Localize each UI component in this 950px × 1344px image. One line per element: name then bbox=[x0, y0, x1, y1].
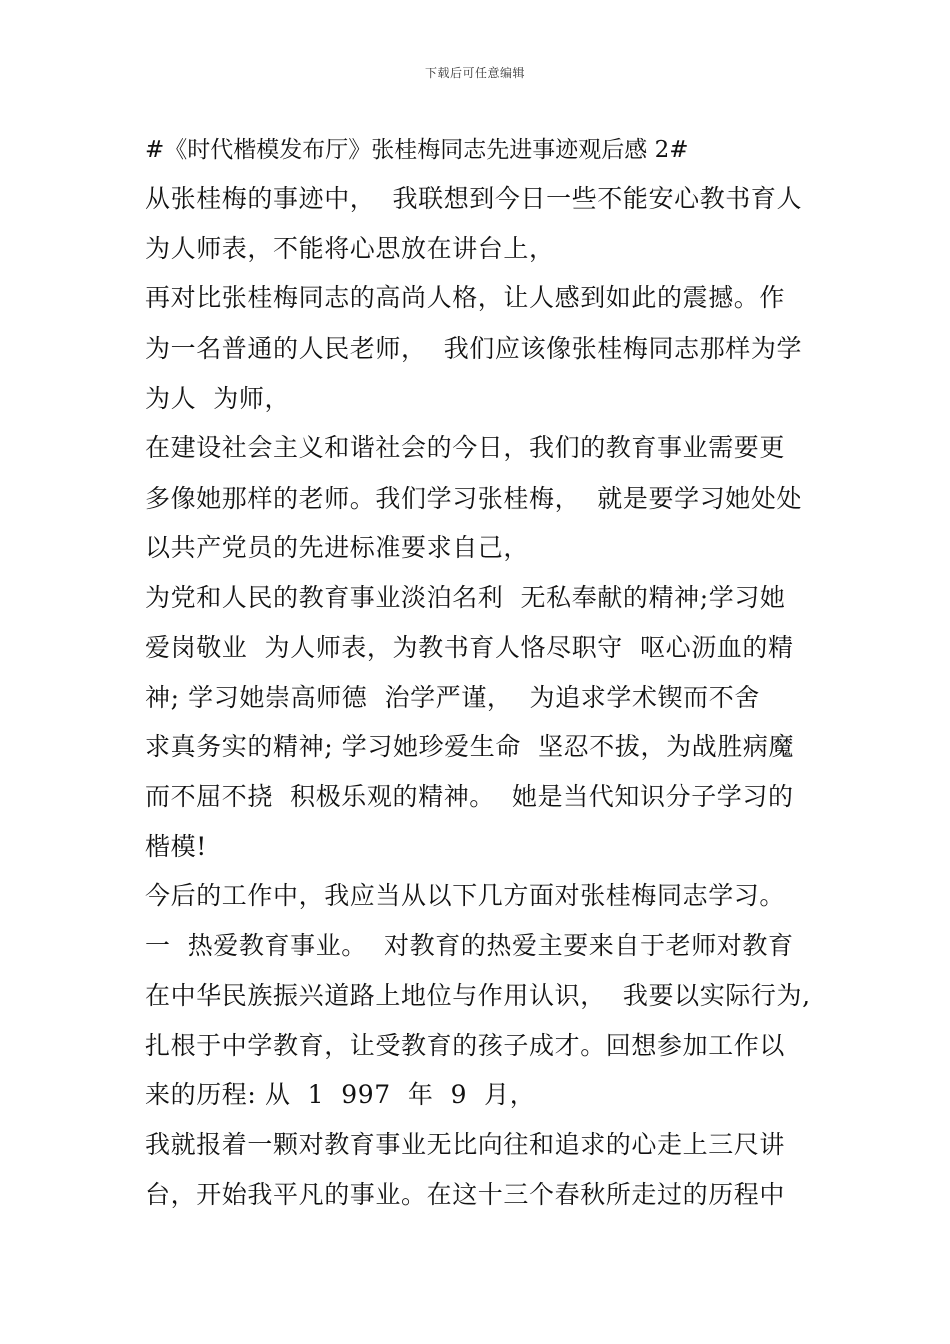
body-line: 求真务实的精神; 学习她珍爱生命 坚忍不拔，为战胜病魔 bbox=[145, 732, 795, 761]
body-line: 为人 为师， bbox=[145, 384, 291, 413]
body-line: 扎根于中学教育，让受教育的孩子成才。回想参加工作以 bbox=[145, 1031, 786, 1060]
body-line: 一 热爱教育事业。 对教育的热爱主要来自于老师对教育 bbox=[145, 931, 794, 960]
body-line: 神; 学习她崇高师德 治学严谨， 为追求学术锲而不舍 bbox=[145, 683, 760, 712]
body-line: 在中华民族振兴道路上地位与作用认识， 我要以实际行为, bbox=[145, 981, 811, 1010]
body-line: 再对比张桂梅同志的高尚人格，让人感到如此的震撼。作 bbox=[145, 283, 786, 312]
body-line: 从张桂梅的事迹中， 我联想到今日一些不能安心教书育人 bbox=[145, 184, 803, 213]
page-header-note: 下载后可任意编辑 bbox=[424, 66, 525, 80]
body-line: 我就报着一颗对教育事业无比向往和追求的心走上三尺讲 bbox=[145, 1130, 786, 1159]
body-line: 爱岗敬业 为人师表，为教书育人恪尽职守 呕心沥血的精 bbox=[145, 633, 794, 662]
document-title: #《时代楷模发布厅》张桂梅同志先进事迹观后感 2# bbox=[145, 137, 689, 163]
body-line: 为一名普通的人民老师， 我们应该像张桂梅同志那样为学 bbox=[145, 334, 803, 363]
body-line: 台，开始我平凡的事业。在这十三个春秋所走过的历程中 bbox=[145, 1180, 786, 1209]
body-line: 为党和人民的教育事业淡泊名利 无私奉献的精神;学习她 bbox=[145, 583, 786, 612]
body-line: 在建设社会主义和谐社会的今日，我们的教育事业需要更 bbox=[145, 433, 786, 462]
body-line: 为人师表，不能将心思放在讲台上， bbox=[145, 234, 555, 263]
body-line: 多像她那样的老师。我们学习张桂梅， 就是要学习她处处 bbox=[145, 484, 803, 513]
body-line: 今后的工作中，我应当从以下几方面对张桂梅同志学习。 bbox=[145, 881, 786, 910]
body-line: 来的历程: 从 1 997 年 9 月， bbox=[145, 1080, 536, 1109]
body-line: 而不屈不挠 积极乐观的精神。 她是当代知识分子学习的 bbox=[145, 782, 794, 811]
body-line: 楷模! bbox=[145, 832, 207, 861]
body-line: 以共产党员的先进标准要求自己， bbox=[145, 533, 530, 562]
